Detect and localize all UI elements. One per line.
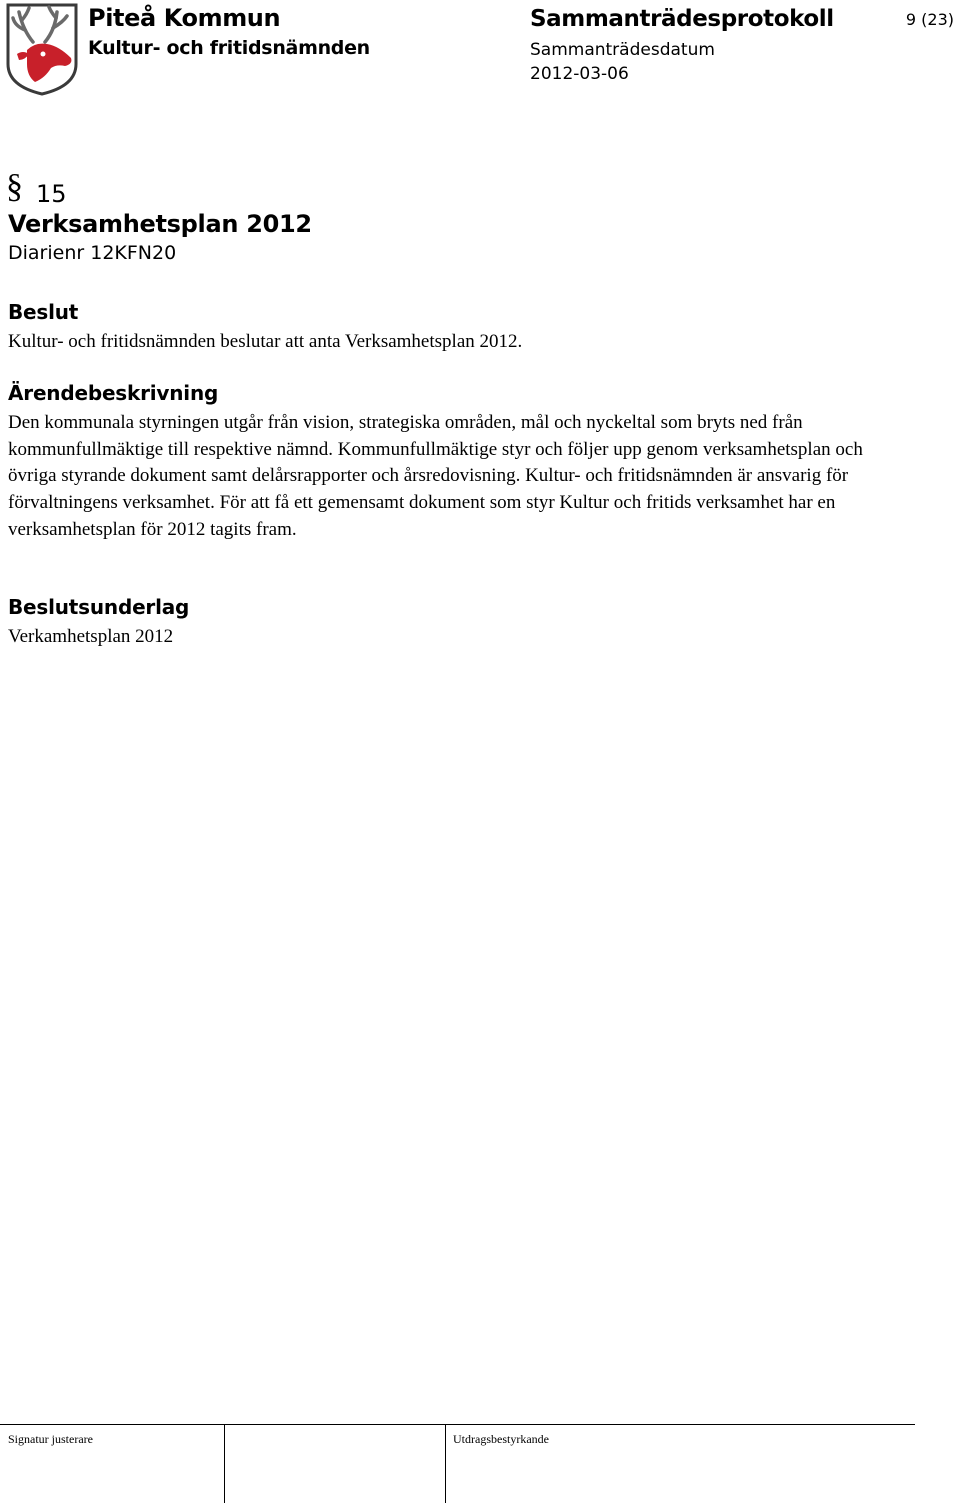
basis-text: Verkamhetsplan 2012 — [8, 626, 174, 647]
case-title: Verksamhetsplan 2012 — [8, 210, 312, 238]
paragraph-number: 15 — [36, 180, 67, 208]
extract-certification-label: Utdragsbestyrkande — [453, 1432, 549, 1446]
decision-heading: Beslut — [8, 300, 79, 324]
basis-heading: Beslutsunderlag — [8, 595, 190, 619]
footer-divider — [224, 1424, 225, 1503]
page-number: 9 (23) — [905, 10, 954, 29]
signature-label: Signatur justerare — [8, 1432, 93, 1446]
organization-name: Piteå Kommun — [88, 4, 281, 32]
footer-divider — [445, 1424, 446, 1503]
section-sign: § — [6, 168, 23, 205]
case-reference: Diarienr 12KFN20 — [8, 242, 177, 264]
document-type: Sammanträdesprotokoll — [530, 6, 834, 32]
decision-text: Kultur- och fritidsnämnden beslutar att anta Verksamhetsplan 2012. — [8, 331, 523, 352]
footer-rule — [0, 1424, 915, 1425]
committee-name: Kultur- och fritidsnämnden — [88, 37, 370, 59]
meeting-date-value: 2012-03-06 — [530, 64, 629, 84]
meeting-date-label: Sammanträdesdatum — [530, 40, 715, 60]
description-text: Den kommunala styrningen utgår från vision, strategiska områden, mål och nyckeltal som bryts ned från kommunfullmäktige till respektive nämnd. Kommunfullmäktige styr och följer upp genom verksamhetsplan och övriga styrande dokument samt delårsrapporter och årsredovisning. Kultur- och fritidsnämnden är ansvarig för förvaltningens verksamhet. För att få ett gemensamt dokument som styr Kultur och fritids verksamhet har en verksamhetsplan för 2012 tagits fram. — [8, 412, 863, 540]
municipality-crest-icon — [5, 2, 79, 96]
description-heading: Ärendebeskrivning — [8, 381, 219, 405]
